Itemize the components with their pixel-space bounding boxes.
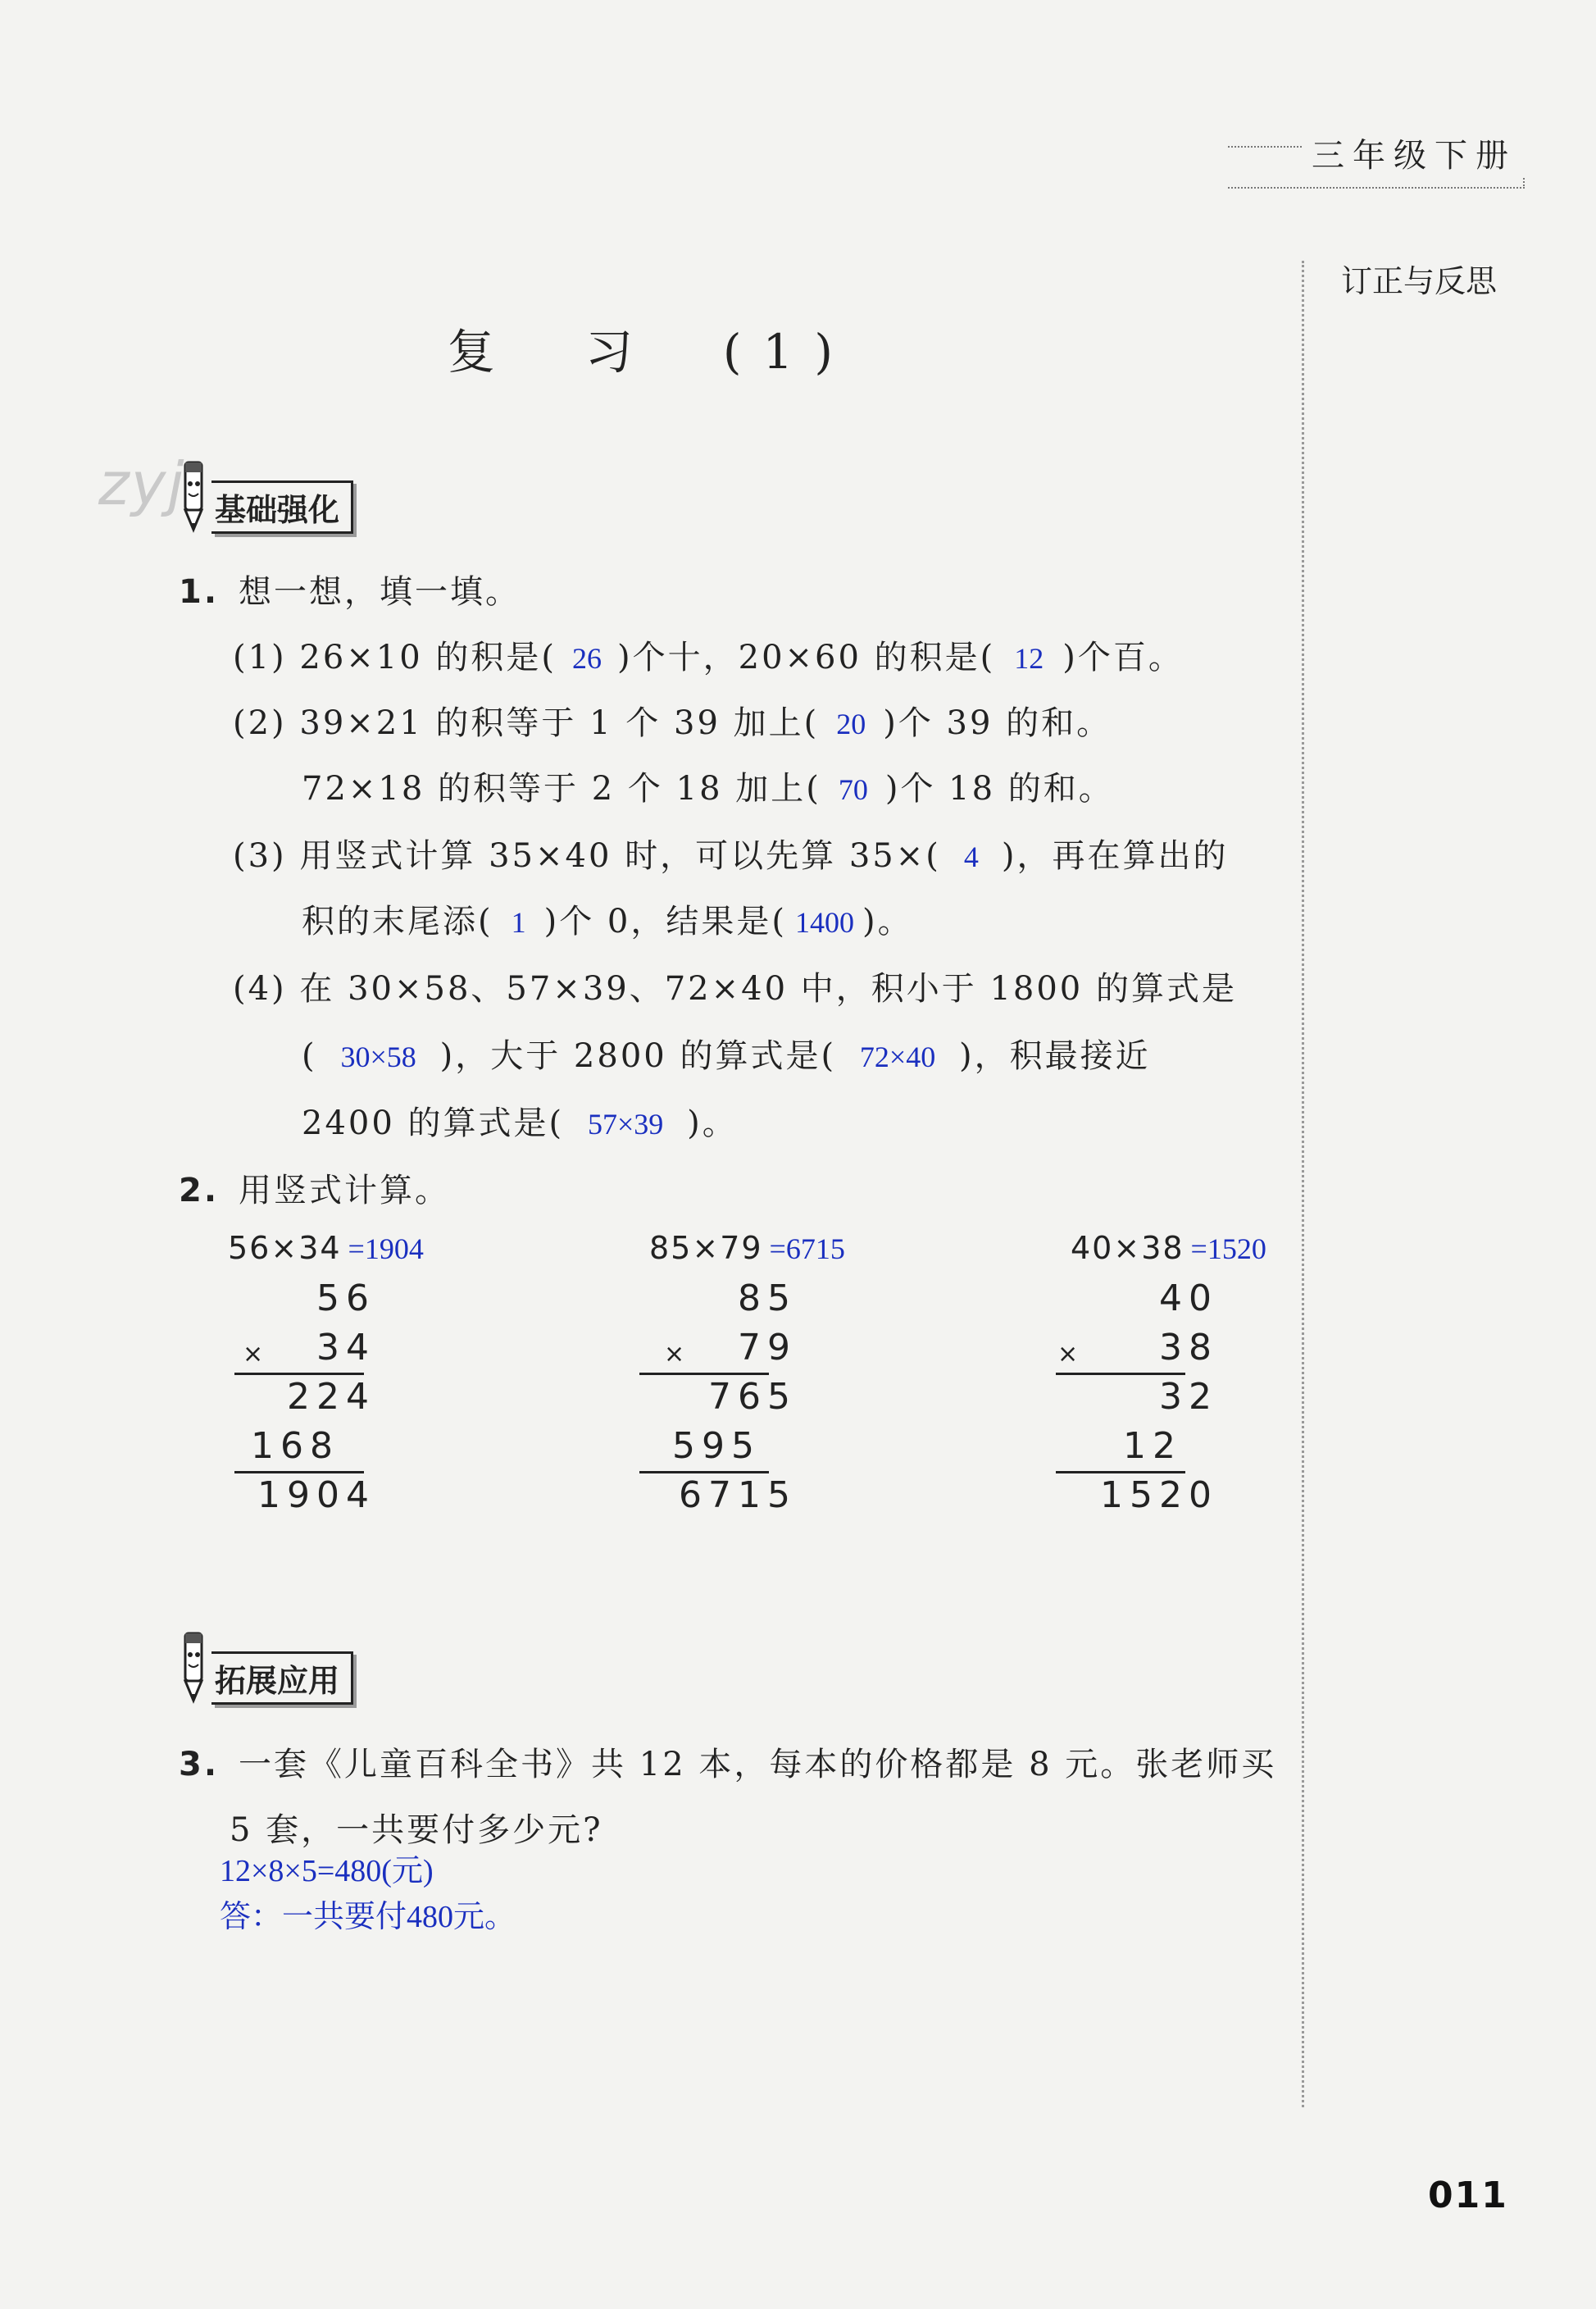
q1-part4c: 2400 的算式是( 57×39 )。: [302, 1104, 738, 1142]
page-number: 011: [1428, 2175, 1508, 2216]
grade-label: 三年级下册: [1303, 130, 1525, 176]
q3-line1: 3. 一套《儿童百科全书》共 12 本，每本的价格都是 8 元。张老师买: [179, 1746, 1277, 1783]
q1-part4a: (4) 在 30×58、57×39、72×40 中，积小于 1800 的算式是: [233, 970, 1237, 1008]
correction-reflection-label: 订正与反思: [1341, 263, 1498, 299]
answer-blank: 26: [572, 642, 602, 675]
q3-answer: 答：一共要付480元。: [220, 1900, 516, 1934]
q1-part2a: (2) 39×21 的积等于 1 个 39 加上( 20 )个 39 的和。: [233, 704, 1112, 742]
answer-blank: 1400: [794, 906, 854, 939]
q1-part3b: 积的末尾添( 1 )个 0，结果是( 1400 )。: [302, 903, 913, 940]
watermark-logo: zyj: [98, 449, 186, 518]
calc-result: =1904: [348, 1232, 424, 1265]
q3-line2: 5 套，一共要付多少元?: [230, 1811, 603, 1849]
calc-result: =6715: [769, 1232, 845, 1265]
q1-part3a: (3) 用竖式计算 35×40 时，可以先算 35×( 4 )，再在算出的: [233, 837, 1229, 875]
calc-result: =1520: [1190, 1232, 1266, 1265]
q1-part4b: ( 30×58 )，大于 2800 的算式是( 72×40 )，积最接近: [302, 1037, 1151, 1075]
multiply-sign-icon: ×: [1057, 1340, 1079, 1369]
answer-blank: 20: [836, 708, 866, 740]
answer-blank: 57×39: [587, 1108, 664, 1141]
answer-blank: 4: [963, 840, 979, 873]
answer-blank: 12: [1014, 642, 1044, 675]
pencil-mascot-icon: [179, 458, 208, 533]
answer-blank: 70: [838, 773, 868, 806]
page-title: 复 习 (1): [447, 324, 855, 380]
section-title-extend: 拓展应用: [211, 1651, 353, 1705]
q1-prompt: 1. 想一想，填一填。: [179, 573, 521, 611]
q3-work: 12×8×5=480(元): [220, 1854, 434, 1888]
multiply-sign-icon: ×: [243, 1340, 264, 1369]
multiply-sign-icon: ×: [664, 1340, 685, 1369]
section-badge-extend: [179, 1656, 353, 1699]
answer-blank: 72×40: [859, 1041, 936, 1073]
margin-divider: [1302, 261, 1304, 2107]
q1-part1: (1) 26×10 的积是( 26 )个十，20×60 的积是( 12 )个百。: [233, 639, 1184, 676]
answer-blank: 1: [511, 906, 526, 939]
workbook-page: 三年级下册 订正与反思 复 习 (1) zyj 基础强化 1. 想一想，填一填。 (1) 26×10 的积是( 26 )个十，20×60 的积是( 12 )个百。 (2) 39×21 的积等于 1 个 39 加上( 20 )个 39 的和。 72×18 的积等于 2 个 18 加上( 70 )个 18 的和。 (3) 用竖式计算 35×40 时，可以先算 35×( 4 )，再在算出的 积的末尾添( 1 )个 0，结果是( 1400 )。 (4) 在 30×58、57×39、72×40 中，积小于 1800 的算式是 ( 30×58 )，大于 2800 的算式是( 72×40 )，积最接近 2400 的算式是( 57×39 )。 2. 用竖式计算。 56×34 =1904 56 × 34 224 168 1904 85×79 =6715 85 × 79 765 595 6715 40×38 =1520 40 × 38 32 12 1520 拓展应用 3. 一套《儿童百科全书》共 12 本，每本的价格都是 8 元。张老师买 5 套，一共要付多少元? 12×8×5=480(元) 答：一共要付480元。 011: [0, 0, 1596, 2309]
section-title-basic: 基础强化: [211, 480, 353, 534]
q1-part2b: 72×18 的积等于 2 个 18 加上( 70 )个 18 的和。: [302, 770, 1114, 808]
pencil-mascot-icon: [179, 1628, 208, 1704]
section-badge-basic: [179, 485, 353, 528]
q2-prompt: 2. 用竖式计算。: [179, 1172, 451, 1209]
answer-blank: 30×58: [340, 1041, 416, 1073]
